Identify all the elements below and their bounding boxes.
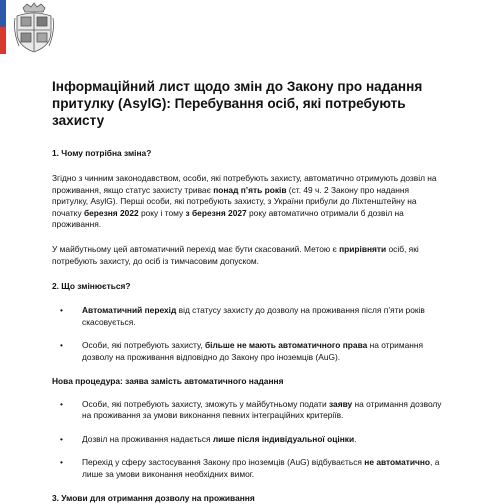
bullet-icon: • [60,398,63,409]
flag-red-band [0,27,6,54]
flag-blue-band [0,0,6,27]
section-2-heading: 2. Що змінюється? [52,281,131,292]
bullet-icon: • [60,433,63,444]
section-2-procedure-list [52,399,444,481]
list-item: • Дозвіл на проживання надається лише після індивідуальної оцінки. [60,433,357,444]
document-title: Інформаційний лист щодо змін до Закону про надання притулку (AsylG): Перебування осіб, які потребують захисту [52,79,423,128]
bullet-icon: • [60,305,63,316]
list-item: • Особи, які потребують захисту, більше не мають автоматичного права на отримання дозволу на проживання відповідно до Закону про іноземців (AuG). [60,340,424,362]
section-1-paragraph-1: Згідно з чинним законодавством, особи, які потребують захисту, автоматично отримують дозвіл на проживання, якщо статус захисту триває понад п’ять років (ст. 49 ч. 2 Закону про надання притулку, AsylG). Перші особи, які потребують захисту, з України прибули до Ліхтенштейну на початку березня 2022 року і тому з березня 2027 року автоматично отримали б дозвіл на проживання. [52,173,437,230]
section-2-subheading: Нова процедура: заява замість автоматичного надання [52,375,284,386]
liechtenstein-flag-stripe [0,0,6,54]
coat-of-arms-icon [13,2,55,56]
list-item: • Автоматичний перехід від статусу захисту до дозволу на проживання після п’яти років скасовується. [60,305,425,327]
section-1-paragraph-2: У майбутньому цей автоматичний перехід має бути скасований. Метою є прирівняти осіб, які потребують захисту, до осіб із тимчасовим допуском. [52,243,419,266]
bullet-icon: • [60,457,63,468]
section-2-list [52,305,444,363]
list-item: • Перехід у сферу застосування Закону про іноземців (AuG) відбувається не автоматично, а лише за умови виконання необхідних вимог. [60,457,440,479]
section-3-heading: 3. Умови для отримання дозволу на проживання [52,492,255,503]
bullet-icon: • [60,340,63,351]
section-1-heading: 1. Чому потрібна зміна? [52,148,152,158]
document-body [52,78,444,504]
list-item: • Особи, які потребують захисту, зможуть у майбутньому подати заяву на отримання дозволу на проживання за умови виконання певних інтеграційних критеріїв. [60,398,442,421]
